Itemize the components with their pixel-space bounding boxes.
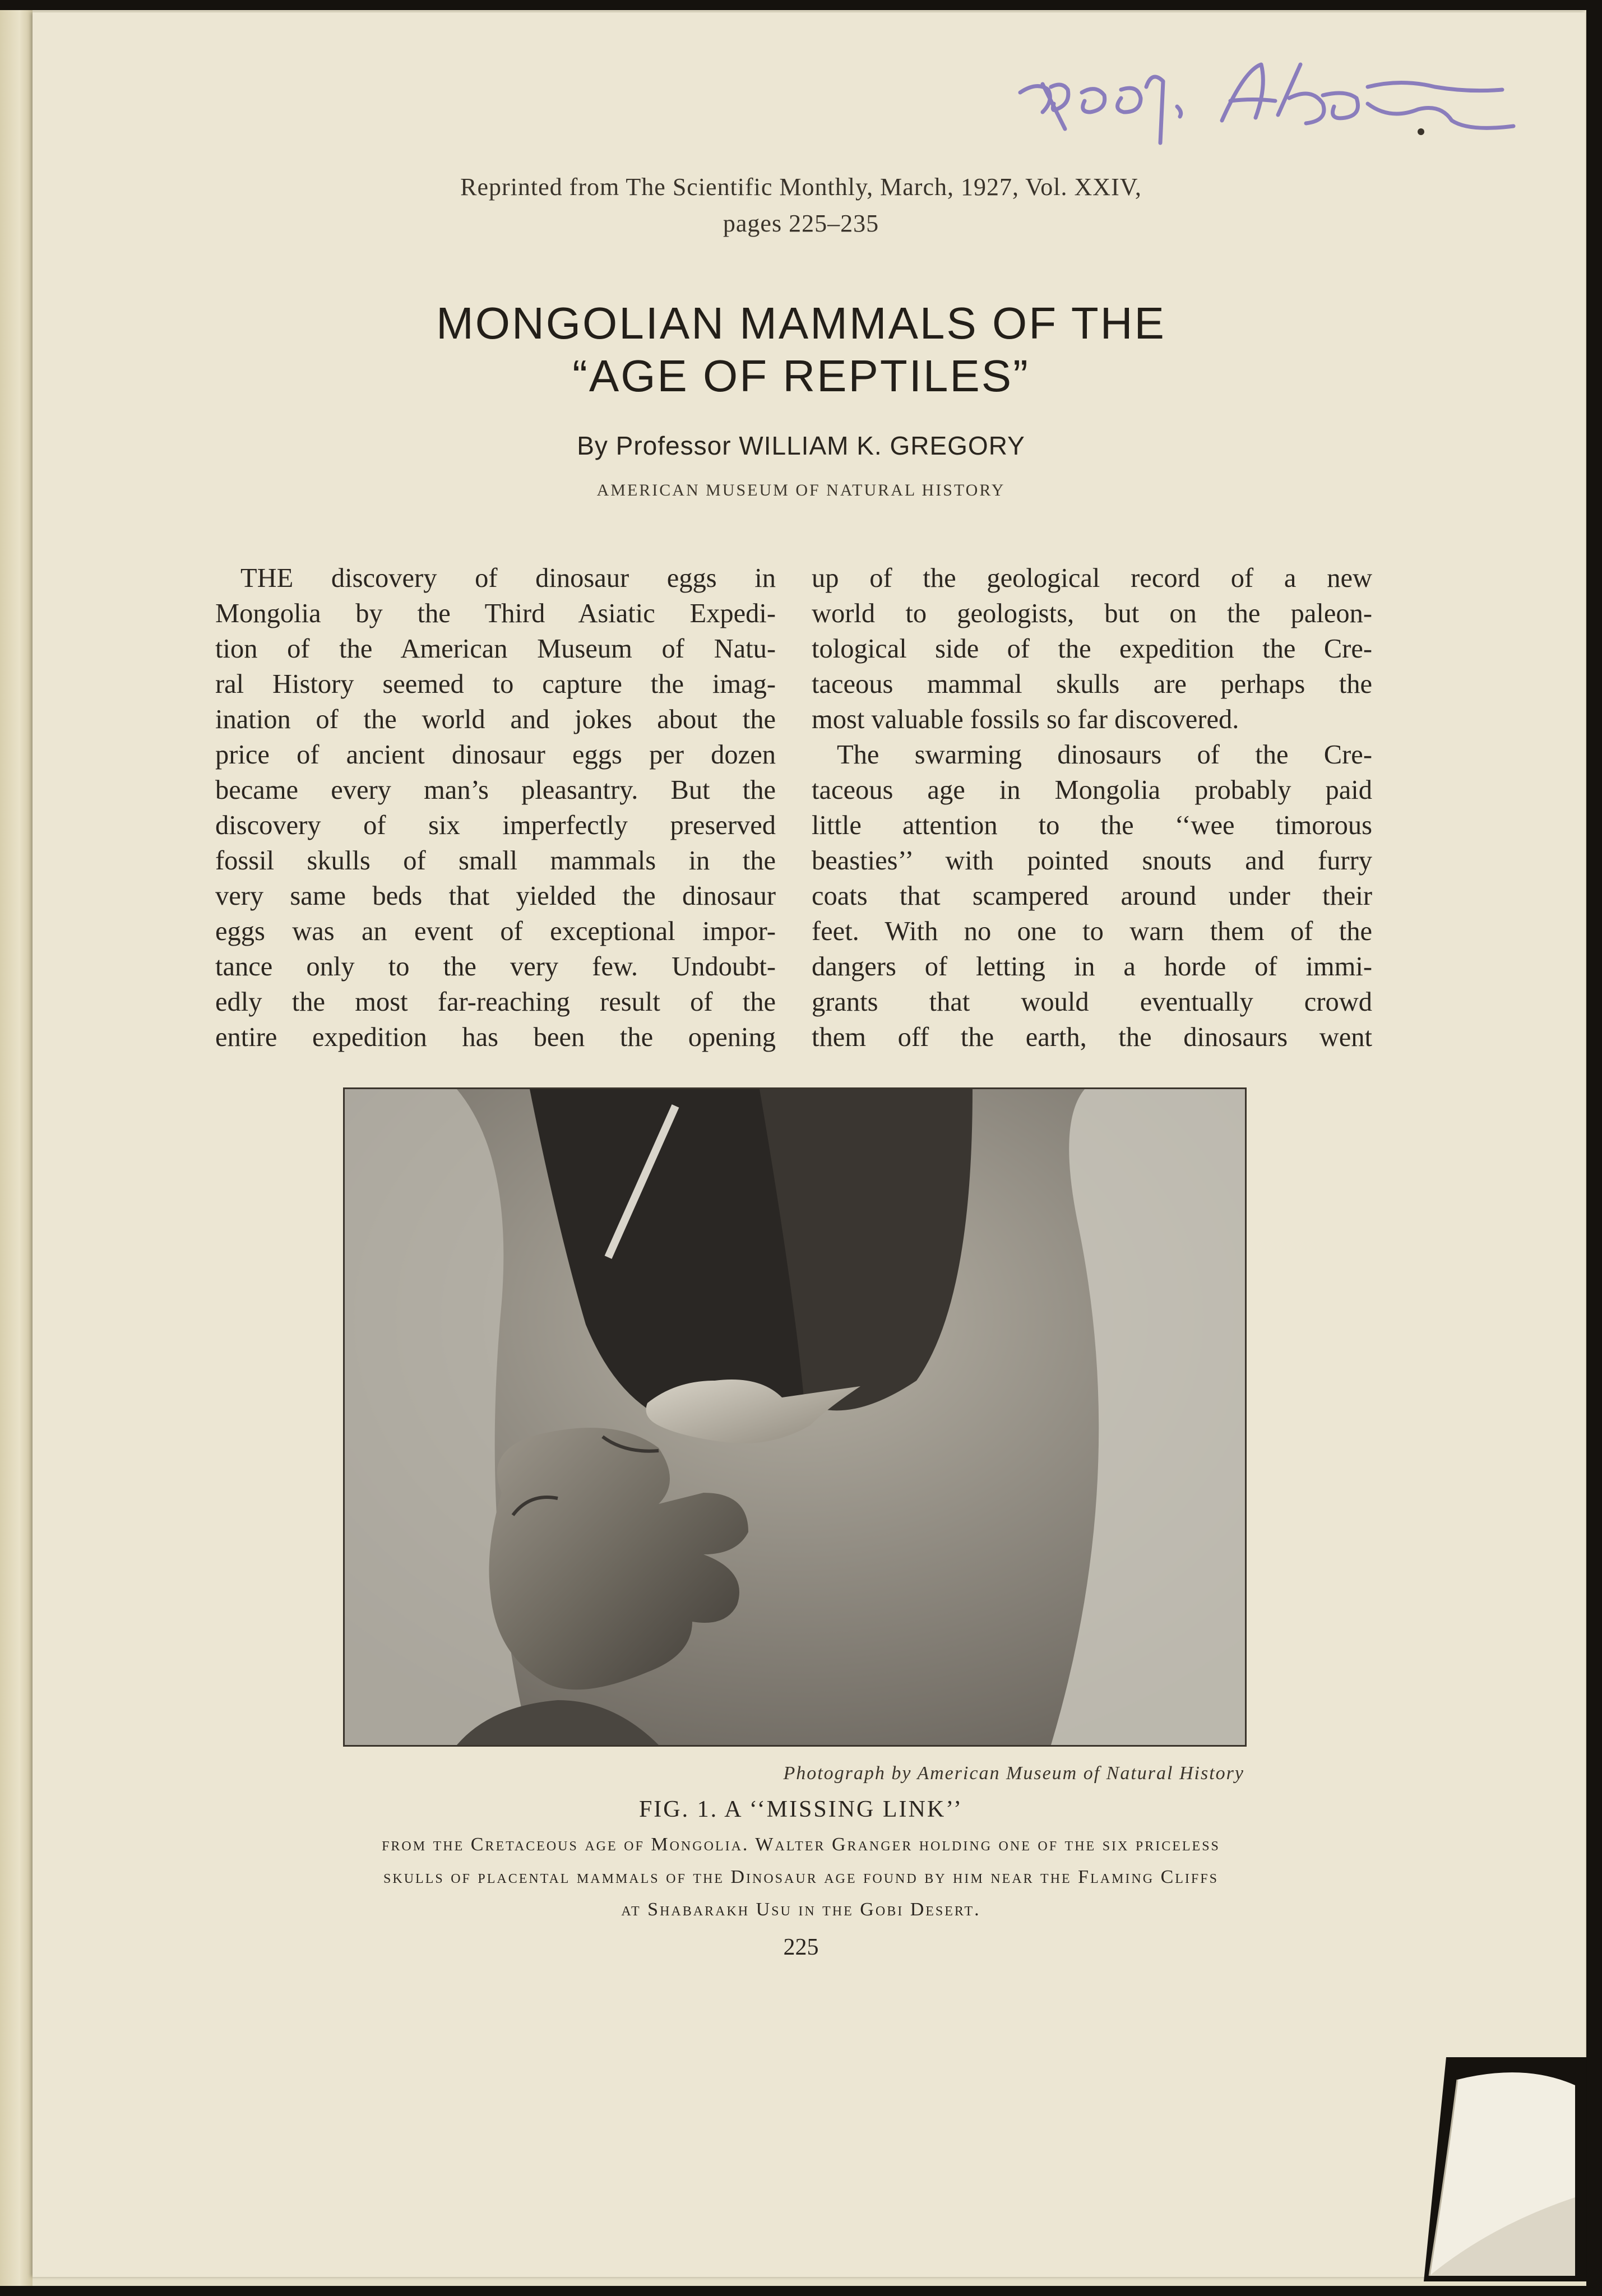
body-text-line: price of ancient dinosaur eggs per dozen: [215, 740, 776, 770]
body-text-line: THE discovery of dinosaur eggs in: [240, 563, 776, 593]
author-name: WILLIAM K. GREGORY: [739, 431, 1025, 460]
body-text-line: taceous mammal skulls are perhaps the: [812, 669, 1372, 699]
handwritten-signature: [1009, 53, 1525, 160]
byline-prefix: By Professor: [577, 431, 731, 460]
body-text-line: very same beds that yielded the dinosaur: [215, 881, 776, 911]
figure-caption-line-3: at Shabarakh Usu in the Gobi Desert.: [621, 1899, 981, 1920]
body-text-line: taceous age in Mongolia probably paid: [812, 775, 1372, 805]
photo-hand-holding-skull: [345, 1089, 1245, 1745]
body-text-line: beasties’’ with pointed snouts and furry: [812, 846, 1372, 876]
reprint-notice-line-1: Reprinted from The Scientific Monthly, March, 1927, Vol. XXIV,: [460, 173, 1142, 201]
article-title-line-1: MONGOLIAN MAMMALS OF THE: [436, 298, 1166, 348]
body-text-line: ination of the world and jokes about the: [215, 705, 776, 734]
body-text-line: discovery of six imperfectly preserved: [215, 811, 776, 840]
body-text-line: feet. With no one to warn them of the: [812, 916, 1372, 946]
body-text-line: The swarming dinosaurs of the Cre-: [837, 740, 1372, 770]
body-text-line: grants that would eventually crowd: [812, 987, 1372, 1017]
body-text-line: tion of the American Museum of Natu-: [215, 634, 776, 664]
body-text-line: little attention to the ‘‘wee timorous: [812, 811, 1372, 840]
body-text-line: eggs was an event of exceptional impor-: [215, 916, 776, 946]
body-text-line: edly the most far-reaching result of the: [215, 987, 776, 1017]
body-text-line: fossil skulls of small mammals in the: [215, 846, 776, 876]
figure-caption-line-2: skulls of placental mammals of the Dinosaur age found by him near the Flaming Cliffs: [383, 1867, 1219, 1887]
body-text-line: tance only to the very few. Undoubt-: [215, 952, 776, 982]
body-text-line: Mongolia by the Third Asiatic Expedi-: [215, 599, 776, 628]
reprint-notice-line-2: pages 225–235: [723, 210, 879, 237]
folded-page-corner: [1424, 2057, 1586, 2281]
body-text-line: became every man’s pleasantry. But the: [215, 775, 776, 805]
body-text-line: them off the earth, the dinosaurs went: [812, 1022, 1372, 1052]
body-text-line: up of the geological record of a new: [812, 563, 1372, 593]
author-affiliation: AMERICAN MUSEUM OF NATURAL HISTORY: [596, 481, 1006, 499]
body-right-column: [812, 561, 1372, 1055]
body-text-line: dangers of letting in a horde of immi-: [812, 952, 1372, 982]
body-text-line: ral History seemed to capture the imag-: [215, 669, 776, 699]
figure-label: FIG. 1. A ‘‘MISSING LINK’’: [638, 1797, 964, 1822]
byline: [0, 429, 1602, 462]
page-number: 225: [783, 1934, 819, 1960]
photo-credit: Photograph by American Museum of Natural History: [783, 1763, 1244, 1784]
article-title-line-2: “AGE OF REPTILES”: [572, 351, 1030, 401]
body-text-line: most valuable fossils so far discovered.: [812, 705, 1239, 734]
figure-photograph: [343, 1087, 1247, 1747]
body-text-line: entire expedition has been the opening: [215, 1022, 776, 1052]
body-text-line: tological side of the expedition the Cre-: [812, 634, 1372, 664]
figure-caption-line-1: from the Cretaceous age of Mongolia. Walter Granger holding one of the six priceless: [382, 1834, 1220, 1855]
body-left-column: [215, 561, 776, 1055]
body-text-line: world to geologists, but on the paleon-: [812, 599, 1372, 628]
body-text-line: coats that scampered around under their: [812, 881, 1372, 911]
